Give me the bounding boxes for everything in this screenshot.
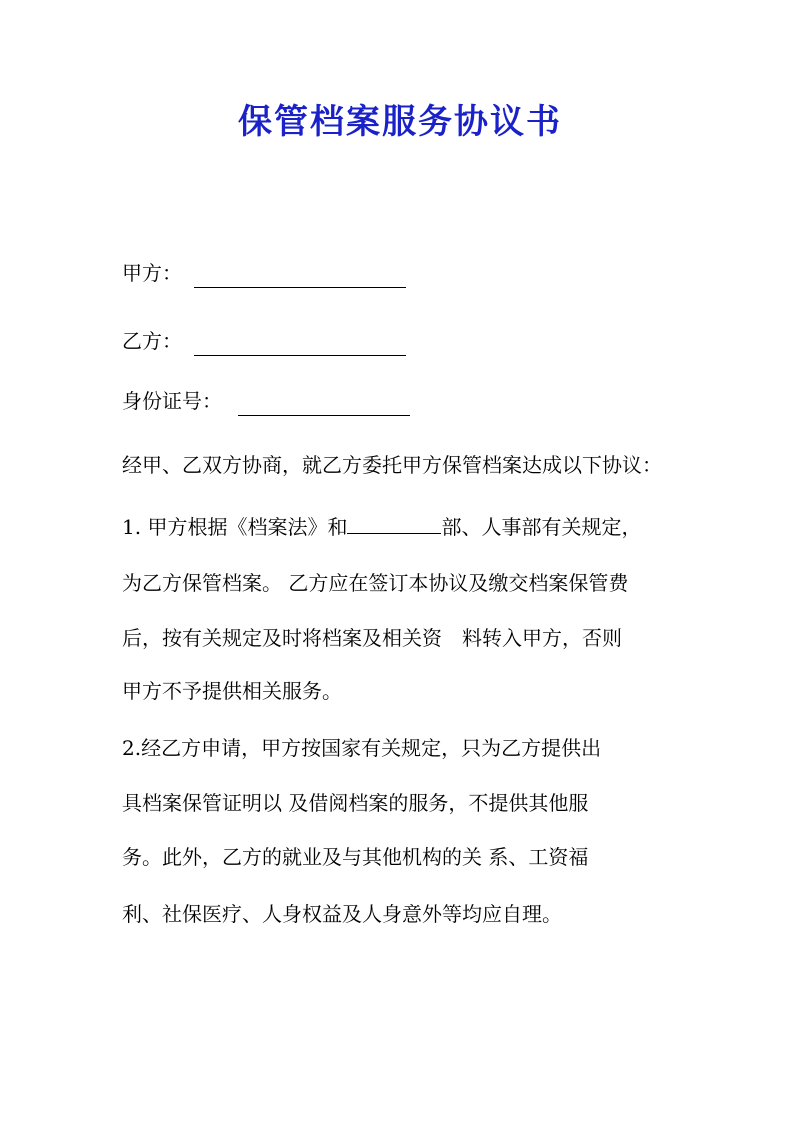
party-a-label: 甲方： [122, 261, 182, 285]
document-title: 保管档案服务协议书 [238, 102, 562, 142]
party-b-field [122, 326, 406, 356]
id-number-blank [238, 395, 410, 416]
clause-1-line-3: 后，按有关规定及时将档案及相关资 料转入甲方，否则 [122, 626, 622, 650]
clause-1-line-1 [122, 511, 641, 542]
clause-1-line-2: 为乙方保管档案。 乙方应在签订本协议及缴交档案保管费 [122, 571, 629, 595]
id-number-label: 身份证号： [122, 389, 222, 413]
party-a-field [122, 258, 406, 288]
department-blank [347, 511, 441, 534]
clause-1-line-1-pre: 1. 甲方根据《档案法》和 [122, 515, 348, 539]
clause-2-line-2: 具档案保管证明以 及借阅档案的服务，不提供其他服 [122, 791, 589, 815]
clause-1-line-4: 甲方不予提供相关服务。 [122, 679, 342, 703]
party-b-blank [194, 335, 406, 356]
clause-2-line-1: 2.经乙方申请，甲方按国家有关规定，只为乙方提供出 [122, 736, 602, 760]
party-a-blank [194, 267, 406, 288]
id-number-field [122, 386, 410, 416]
clause-2-line-3: 务。此外，乙方的就业及与其他机构的关 系、工资福 [122, 845, 589, 869]
party-b-label: 乙方： [122, 329, 182, 353]
intro-paragraph: 经甲、乙双方协商，就乙方委托甲方保管档案达成以下协议： [122, 453, 662, 477]
clause-2-line-4: 利、社保医疗、人身权益及人身意外等均应自理。 [122, 902, 562, 926]
clause-1-line-1-post: 部、人事部有关规定， [441, 515, 642, 539]
